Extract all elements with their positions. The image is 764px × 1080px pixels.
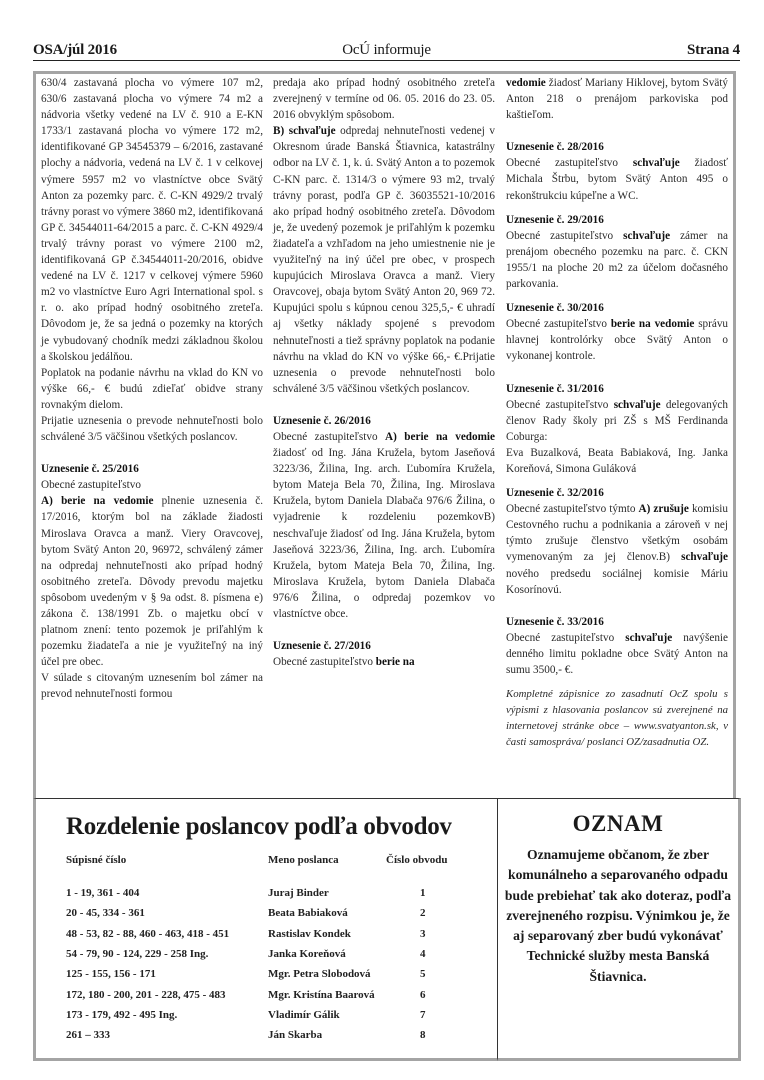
paragraph: B) schvaľuje odpredaj nehnuteľnosti vedenej v Okresnom úrade Banská Štiavnica, katastrálny odbor na LV č. 1, k. ú. Svätý Anton a to pozemok C-KN parc. č. 1314/3 o výmere 93 m2, trvalý trávny porast, podľa GP č. 36035521-10/2016 ako prípad hodný osobitného zreteľa. Dôvodom je, že uvedený pozemok je priľahlým k pozemku žiadateľa a vzhľadom na jeho umiestnenie nie je využiteľný na iný účel pre obec, v prospech kupujúcich Miroslava Oravca a manž. Viery Oravcovej, obaja bytom Svätý Anton 20, 969 72. Kupujúci spolu s kúpnou cenou 325,5,- € uhradí aj všetky náklady spojené s prevodom nehnuteľnosti a tiež správny poplatok na podanie návrhu na vklad do KN vo výške 66,- €.Prijatie uznesenia o prevode nehnuteľnosti bolo schválené 3/5 väčšinou všetkých poslancov.: [273, 125, 495, 395]
article-column-3: [506, 75, 728, 750]
resolution-action: berie na: [375, 656, 415, 669]
paragraph: Poplatok na podanie návrhu na vklad do KN vo výške 66,- € budú zdieľať obidve strany rovnakým dielom.: [41, 366, 263, 411]
paragraph: Obecné zastupiteľstvo: [41, 479, 141, 492]
paragraph: Prijatie uznesenia o prevode nehnuteľnosti bolo schválené 3/5 väčšinou všetkých poslancov.: [41, 414, 263, 444]
paragraph: A) berie na vedomie plnenie uznesenia č. 17/2016, ktorým bol na základe žiadosti Miroslava Oravca a manž. Viery Oravcovej, bytom Svätý Anton 20, 96972, schválený zámer na odpredaj nehnuteľnosti ako prípad hodný osobitného zreteľa. Dôvody prevodu majetku spôsobom uvedeným v § 9a odst. 8. písmena e) zákona č. 138/1991 Zb. o majetku obcí v platnom znení: tento pozemok je priľahlým k pozemku žiadateľa a nie je využiteľný na iný účel pre obec.: [41, 495, 263, 669]
table-row: 20 - 45, 334 - 361 Beata Babiaková 2: [66, 907, 426, 920]
resolution-action: schvaľuje: [632, 157, 680, 170]
paragraph: V súlade s citovaným uznesením bol zámer na prevod nehnuteľnosti formou: [41, 672, 263, 701]
page-header: [33, 36, 740, 61]
resolution-heading: Uznesenie č. 30/2016: [506, 302, 604, 315]
notice-box: [498, 798, 741, 1061]
table-row: 1 - 19, 361 - 404 Juraj Binder 1: [66, 887, 426, 900]
resolution-action: schvaľuje: [613, 398, 661, 411]
paragraph: Obecné zastupiteľstvo A) berie na vedomie žiadosť od Ing. Jána Kružela, bytom Jaseňová 3223/36, Žilina, Ing. arch. Ľubomíra Kružela, bytom Mateja Bela 70, Žilina, Ing. Miroslava Kružela, bytom Daniela Dlabača 976/6 Žilina, o vyjadrenie k rozdeleniu pozemkovB) neschvaľuje žiadosť od Ing. Jána Kružela, bytom Jaseňová 3223/36, Žilina, Ing. arch. Ľubomíra Kružela, bytom Mateja Bela 70, Žilina, Ing. Miroslava Kružela, bytom Daniela Dlabača 976/6 Žilina, o odpredaj pozemkov vo vlastníctve obce.: [273, 430, 495, 620]
resolution-heading: Uznesenie č. 31/2016: [506, 382, 604, 395]
notice-title: OZNAM: [572, 811, 664, 836]
resolution-heading: Uznesenie č. 33/2016: [506, 615, 604, 628]
resolution-action: schvaľuje: [623, 229, 671, 242]
resolution-action: B) schvaľuje: [273, 125, 336, 138]
resolution-action: A) zrušuje: [638, 503, 689, 516]
districts-box: [33, 798, 498, 1061]
resolution-heading: Uznesenie č. 27/2016: [273, 640, 371, 653]
article-column-2: [273, 75, 495, 670]
paragraph: predaja ako prípad hodný osobitného zreteľa zverejnený v termíne od 06. 05. 2016 do 23. 05. 2016 obvyklým spôsobom.: [273, 77, 495, 122]
paragraph: Obecné zastupiteľstvo schvaľuje delegovaných členov Rady školy pri ZŠ s MŠ Ferdinanda Coburga:: [506, 398, 728, 443]
resolution-action: A) berie na vedomie: [41, 495, 154, 508]
table-row: 125 - 155, 156 - 171 Mgr. Petra Slobodová 5: [66, 968, 426, 981]
resolution-action: berie na vedomie: [610, 318, 695, 331]
section-title: OcÚ informuje: [342, 42, 431, 58]
districts-table: [66, 851, 466, 1045]
resolution-action: schvaľuje: [625, 631, 673, 644]
table-row: 172, 180 - 200, 201 - 228, 475 - 483 Mgr. Kristína Baarová 6: [66, 988, 426, 1001]
column-header: Meno poslanca: [268, 854, 339, 866]
table-row: 173 - 179, 492 - 495 Ing. Vladimír Gálik 7: [66, 1008, 426, 1021]
table-row: 48 - 53, 82 - 88, 460 - 463, 418 - 451 Rastislav Kondek 3: [66, 927, 426, 940]
paragraph: Obecné zastupiteľstvo schvaľuje navýšenie denného limitu pokladne obce Svätý Anton na sumu 3500,- €.: [506, 631, 729, 676]
resolution-heading: Uznesenie č. 29/2016: [506, 213, 604, 226]
issue-label: OSA/júl 2016: [33, 42, 117, 58]
resolution-heading: Uznesenie č. 32/2016: [506, 487, 604, 500]
districts-title: Rozdelenie poslancov podľa obvodov: [66, 813, 452, 840]
resolution-action: vedomie: [506, 77, 546, 89]
paragraph: Obecné zastupiteľstvo berie na vedomie správu hlavnej kontrolórky obce Svätý Anton o vykonanej kontrole.: [506, 318, 729, 363]
minutes-note: Kompletné zápisnice zo zasadnutí OcZ spolu s výpismi z hlasovania poslancov sú zverejnené na internetovej stránke obce – www.svatyanton.sk, v časti samospráva/ poslanci OZ/zasadnutia OZ.: [506, 688, 728, 749]
paragraph: Obecné zastupiteľstvo schvaľuje zámer na prenájom obecného pozemku na parc. č. CKN 1955/1 na ploche 20 m2 za účelom dočasného parkovania.: [506, 229, 728, 291]
paragraph: Eva Buzalková, Beata Babiaková, Ing. Janka Koreňová, Simona Guláková: [506, 446, 728, 475]
notice-text: Oznamujeme občanom, že zber komunálneho a separovaného odpadu bude prebiehať tak ako doteraz, podľa zverejneného rozpisu. Výnimkou je, že aj separovaný zber budú vykonávať Technické služby mesta Banská Štiavnica.: [504, 847, 732, 984]
paragraph: Obecné zastupiteľstvo berie na: [273, 656, 415, 669]
paragraph: Obecné zastupiteľstvo schvaľuje žiadosť Michala Štrbu, bytom Svätý Anton 495 o rekonštrukciu kúpeľne a WC.: [506, 157, 728, 202]
column-header: Súpisné číslo: [66, 854, 127, 866]
resolution-action: schvaľuje: [681, 551, 728, 564]
resolution-action: A) berie na vedomie: [385, 430, 495, 443]
column-header: Číslo obvodu: [386, 854, 448, 866]
page-number: Strana 4: [687, 42, 740, 58]
table-row: 54 - 79, 90 - 124, 229 - 258 Ing. Janka Koreňová 4: [66, 948, 426, 961]
paragraph: Obecné zastupiteľstvo týmto A) zrušuje komisiu Cestovného ruchu a podnikania a zároveň v nej týmto zrušuje členstvo všetkým osobám vymenovaným za jej členov.B) schvaľuje nového predsedu sociálnej komisie Máriu Kosorínovú.: [506, 503, 728, 596]
table-row: 261 – 333 Ján Skarba 8: [66, 1029, 426, 1042]
paragraph: 630/4 zastavaná plocha vo výmere 107 m2, 630/6 zastavaná plocha vo výmere 74 m2 a nádvoria všetky vedené na LV č. 910 a E-KN 1733/1 zastavaná plocha vo výmere 172 m2, identifikované GP 34545379 – 6/2016, zastavané plochy a nádvoria, vedená na LV č. 1 v celkovej výmere 5957 m2 vo vlastníctve obce Svätý Anton za pozemky parc. č. C-KN 4929/2 trvalý trávny porast vo výmere 3860 m2, identifikovaná GP č. 34544011-64/2015 a parc. č. C-KN 4929/4 trvalý trávny porast vo výmere 2100 m2, identifikovaná GP č.34544011-20/2016, obidve vedené na LV č. 1217 v celkovej výmere 5960 m2 vo vlastníctve Euro Agri International spol. s r. o. ako prípad hodný osobitného zreteľa. Dôvodom je, že sa jedná o pozemky na ktorých je vybudovaný chodník medzi základnou školou a školskou jedálňou.: [41, 77, 263, 363]
resolution-heading: Uznesenie č. 28/2016: [506, 141, 604, 154]
article-column-1: [41, 75, 263, 703]
resolution-heading: Uznesenie č. 25/2016: [41, 463, 139, 476]
resolution-heading: Uznesenie č. 26/2016: [273, 414, 371, 427]
paragraph: vedomie žiadosť Mariany Hiklovej, bytom Svätý Anton 218 o prenájom parkoviska pod kaštieľom.: [506, 77, 728, 122]
